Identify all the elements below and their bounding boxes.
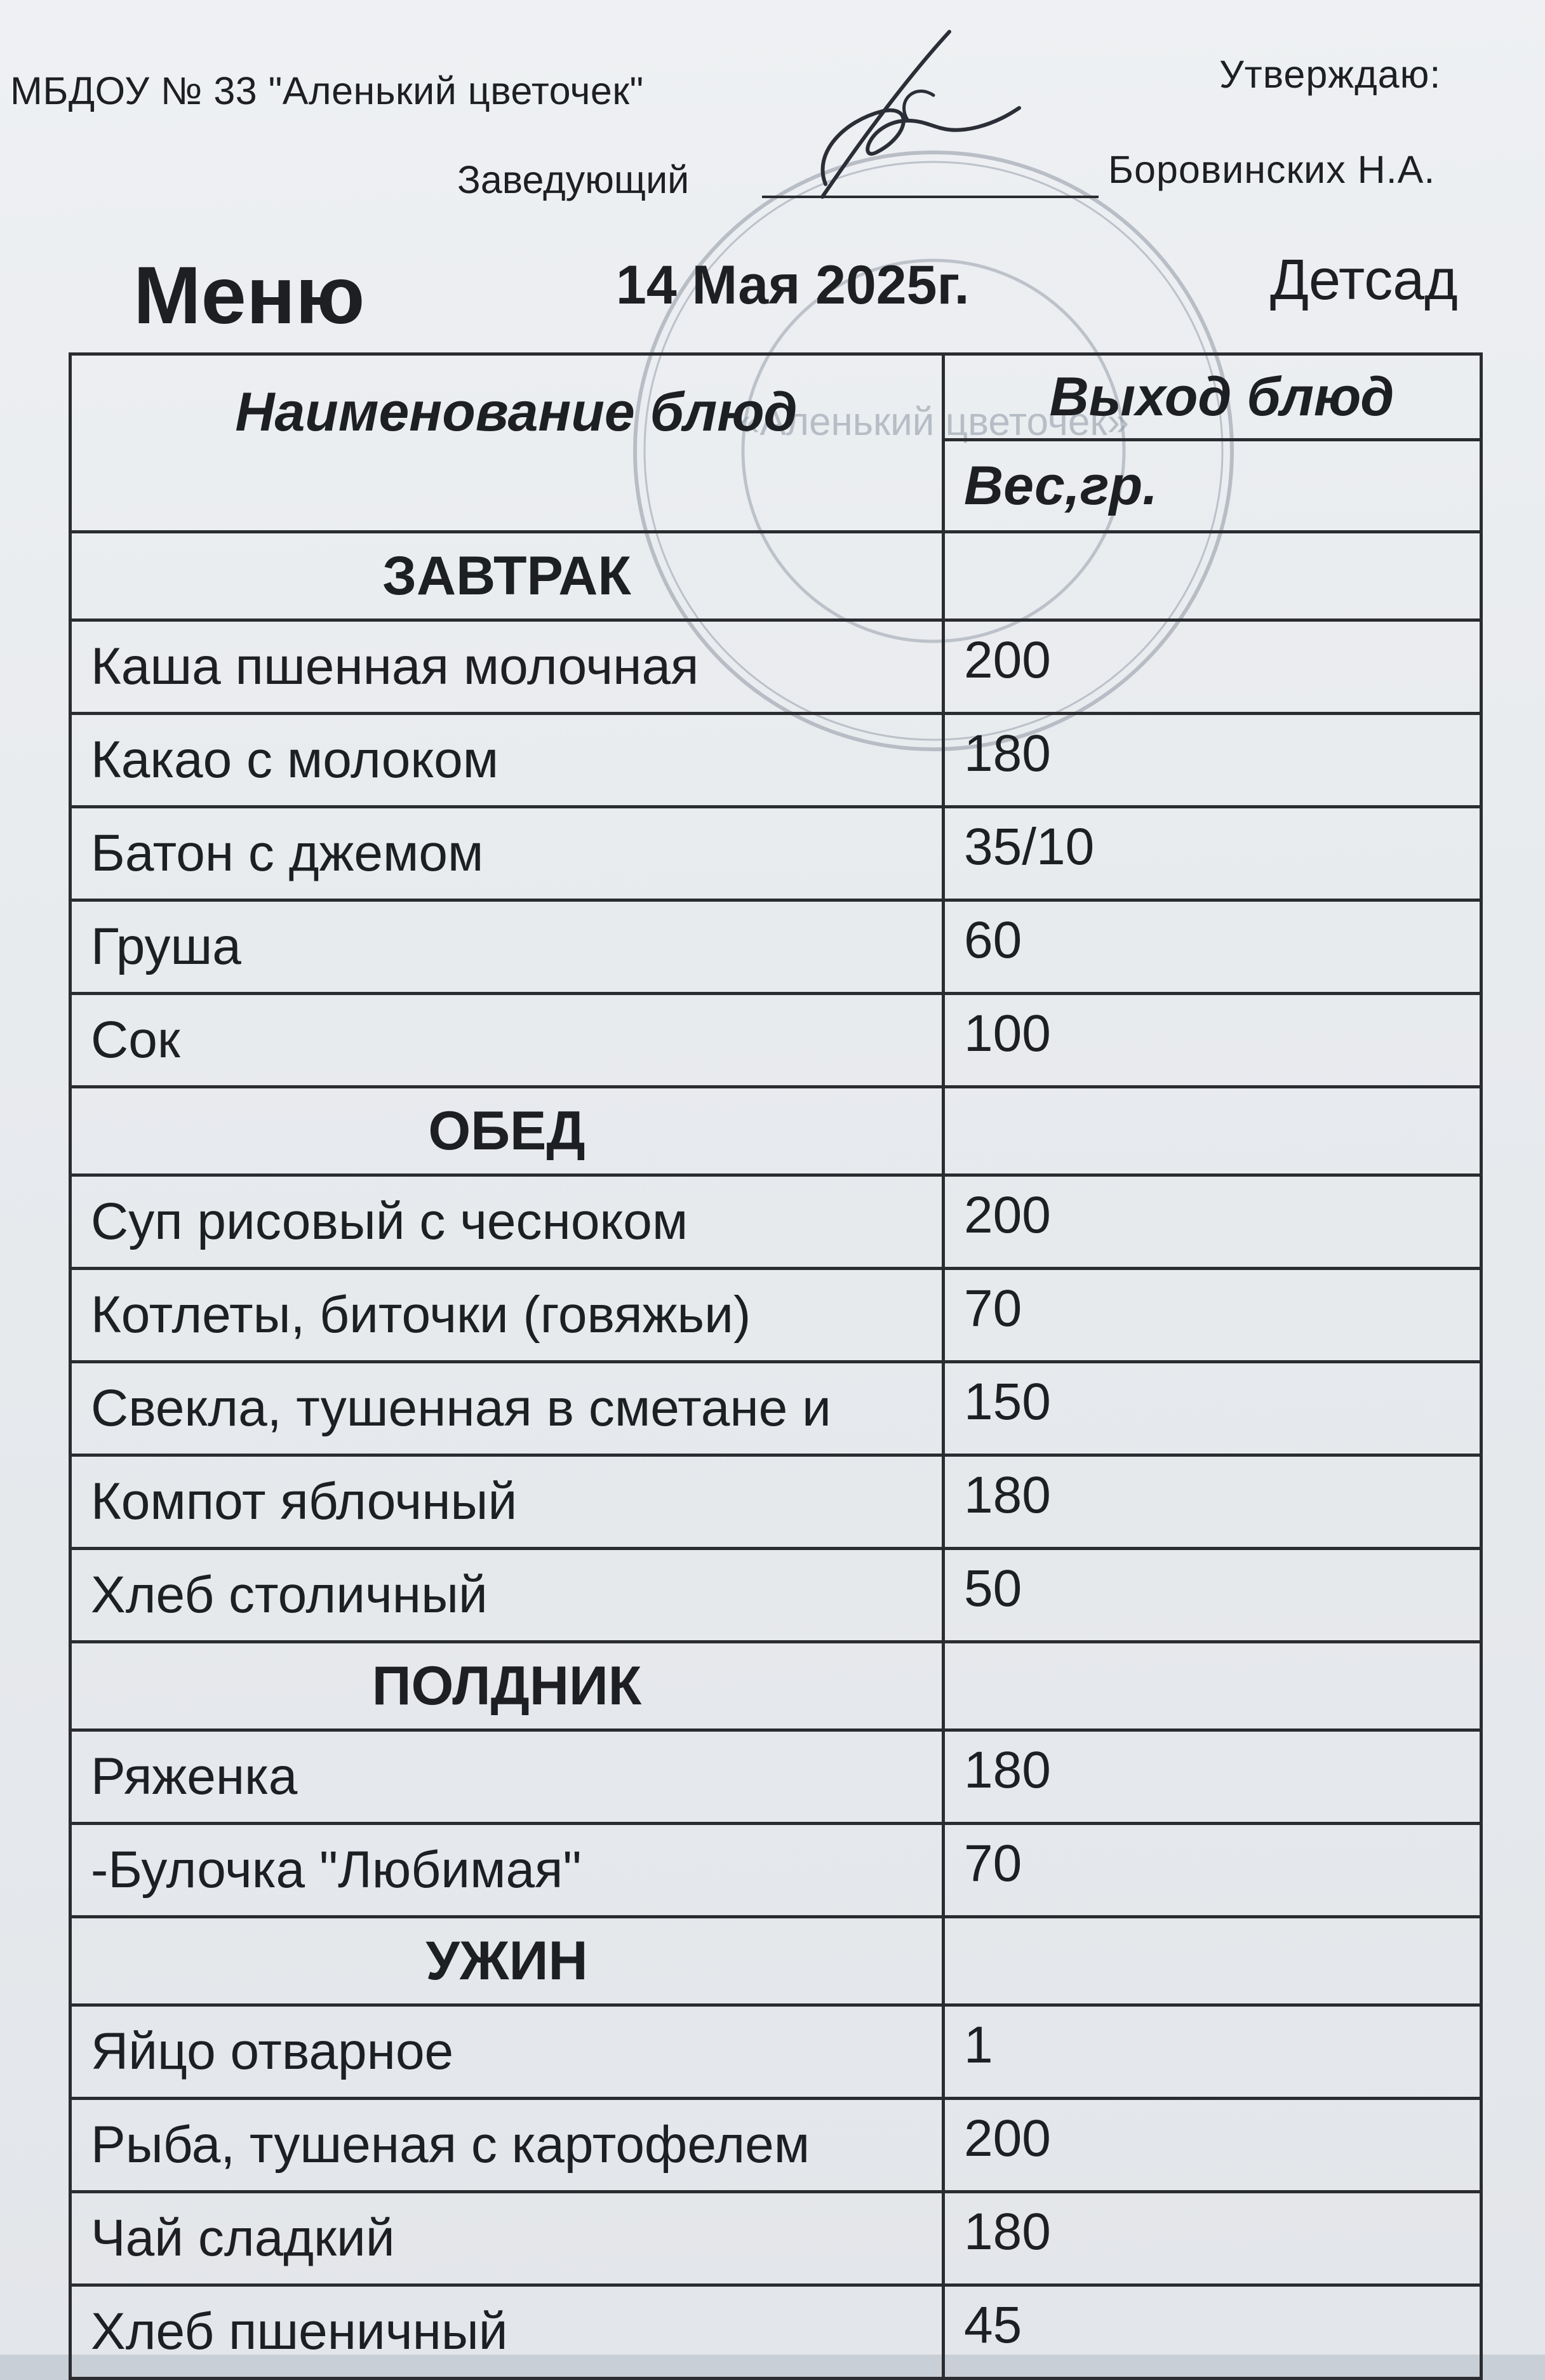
table-row — [70, 994, 1481, 1087]
menu-title: Меню — [133, 250, 365, 341]
stamp-center-text: «Аленький цветочек» — [737, 400, 1130, 444]
section-name: ЗАВТРАК — [70, 532, 944, 620]
dish-weight: 70 — [944, 1824, 1481, 1917]
dish-weight: 45 — [944, 2285, 1481, 2379]
section-row — [70, 1642, 1481, 1730]
table-row — [70, 1824, 1481, 1917]
menu-table — [69, 352, 1483, 2380]
table-row — [70, 2285, 1481, 2379]
dish-name: Компот яблочный — [70, 1455, 944, 1549]
dish-name: Хлеб пшеничный — [70, 2285, 944, 2379]
column-header-dish: Наименование блюд — [70, 354, 944, 532]
dish-weight: 100 — [944, 994, 1481, 1087]
table-row — [70, 1175, 1481, 1269]
section-name: УЖИН — [70, 1917, 944, 2005]
dish-name: Каша пшенная молочная — [70, 620, 944, 714]
section-weight-empty — [944, 1917, 1481, 2005]
approval-label: Утверждаю: — [1219, 53, 1441, 96]
dish-weight: 200 — [944, 1175, 1481, 1269]
dish-name: Хлеб столичный — [70, 1549, 944, 1642]
dish-name: Груша — [70, 900, 944, 994]
dish-weight: 180 — [944, 1455, 1481, 1549]
dish-name: Рыба, тушеная с картофелем — [70, 2099, 944, 2192]
table-row — [70, 1362, 1481, 1455]
organization-name: МБДОУ № 33 "Аленький цветочек" — [10, 69, 644, 112]
head-name: Боровинских Н.А. — [1108, 148, 1436, 191]
section-row — [70, 1917, 1481, 2005]
table-row — [70, 2099, 1481, 2192]
table-row — [70, 900, 1481, 994]
section-row — [70, 1087, 1481, 1175]
column-header-output: Выход блюд — [944, 354, 1481, 440]
menu-place: Детсад — [1270, 248, 1458, 312]
dish-name: Ряженка — [70, 1730, 944, 1824]
dish-weight: 60 — [944, 900, 1481, 994]
dish-weight: 70 — [944, 1269, 1481, 1362]
table-row — [70, 620, 1481, 714]
dish-weight: 200 — [944, 620, 1481, 714]
dish-name: -Булочка "Любимая" — [70, 1824, 944, 1917]
dish-weight: 180 — [944, 714, 1481, 807]
dish-name: Какао с молоком — [70, 714, 944, 807]
dish-weight: 180 — [944, 1730, 1481, 1824]
section-name: ОБЕД — [70, 1087, 944, 1175]
table-header-row — [70, 354, 1481, 440]
table-row — [70, 2005, 1481, 2099]
dish-name: Свекла, тушенная в сметане и — [70, 1362, 944, 1455]
table-row — [70, 1455, 1481, 1549]
dish-name: Котлеты, биточки (говяжьи) — [70, 1269, 944, 1362]
dish-weight: 50 — [944, 1549, 1481, 1642]
dish-name: Яйцо отварное — [70, 2005, 944, 2099]
dish-weight: 35/10 — [944, 807, 1481, 900]
dish-weight: 180 — [944, 2192, 1481, 2285]
dish-weight: 200 — [944, 2099, 1481, 2192]
table-row — [70, 1269, 1481, 1362]
column-header-weight: Вес,гр. — [944, 440, 1481, 532]
section-weight-empty — [944, 532, 1481, 620]
table-row — [70, 1549, 1481, 1642]
dish-name: Чай сладкий — [70, 2192, 944, 2285]
menu-date: 14 Мая 2025г. — [616, 255, 970, 316]
section-row — [70, 532, 1481, 620]
dish-weight: 150 — [944, 1362, 1481, 1455]
section-weight-empty — [944, 1087, 1481, 1175]
head-role-label: Заведующий — [457, 158, 690, 201]
dish-name: Суп рисовый с чесноком — [70, 1175, 944, 1269]
dish-name: Сок — [70, 994, 944, 1087]
handwritten-signature — [787, 25, 1029, 210]
dish-name: Батон с джемом — [70, 807, 944, 900]
table-row — [70, 2192, 1481, 2285]
table-row — [70, 1730, 1481, 1824]
table-row — [70, 714, 1481, 807]
dish-weight: 1 — [944, 2005, 1481, 2099]
section-weight-empty — [944, 1642, 1481, 1730]
section-name: ПОЛДНИК — [70, 1642, 944, 1730]
table-row — [70, 807, 1481, 900]
